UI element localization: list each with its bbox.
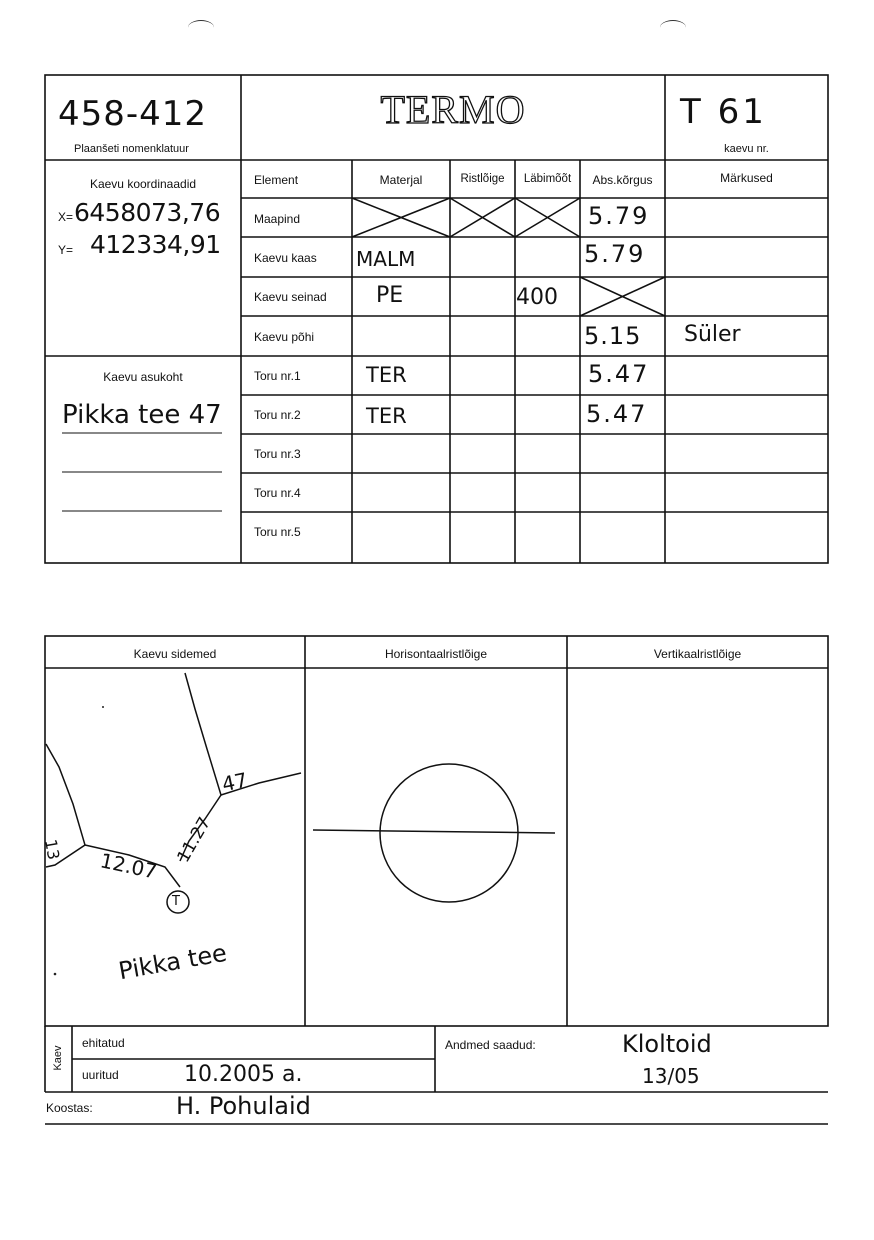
abs-height-cell: 5.15 — [584, 322, 642, 350]
nomenclature-label: Plaanšeti nomenklatuur — [74, 143, 189, 155]
section-ties-header: Kaevu sidemed — [133, 647, 217, 661]
data-source-date: 13/05 — [642, 1064, 700, 1088]
surveyed-label: uuritud — [82, 1068, 119, 1082]
compiled-label: Koostas: — [46, 1101, 93, 1115]
notes-cell: Süler — [684, 322, 741, 347]
row-element-label: Toru nr.5 — [254, 525, 301, 539]
row-element-label: Toru nr.4 — [254, 486, 301, 500]
nomenclature-value: 458-412 — [58, 94, 208, 134]
location-value: Pikka tee 47 — [62, 400, 222, 430]
row-element-label: Toru nr.2 — [254, 408, 301, 422]
row-element-label: Toru nr.3 — [254, 447, 301, 461]
footer-side-label: Kaev — [52, 1045, 64, 1071]
section-horizontal-header: Horisontaalristlõige — [384, 647, 488, 661]
well-number-label: kaevu nr. — [724, 143, 769, 155]
data-source-value: Kloltoid — [622, 1030, 712, 1058]
header-cross-section: Ristlõige — [460, 173, 505, 185]
diameter-cell: 400 — [516, 285, 558, 310]
location-label: Kaevu asukoht — [103, 370, 183, 384]
material-cell: TER — [366, 363, 407, 387]
header-abs-height: Abs.kõrgus — [592, 173, 653, 187]
row-element-label: Kaevu põhi — [254, 330, 315, 344]
y-coordinate-value: 412334,91 — [90, 230, 221, 259]
surveyed-value: 10.2005 a. — [184, 1062, 303, 1087]
header-material: Materjal — [379, 173, 423, 187]
data-source-label: Andmed saadud: — [445, 1038, 536, 1052]
header-element: Element — [254, 173, 299, 187]
material-cell: TER — [366, 404, 407, 428]
row-element-label: Maapind — [254, 212, 301, 226]
y-label: Y= — [58, 243, 74, 257]
sketch-well-symbol: T — [172, 894, 180, 909]
sketch-dimension-1127: 11.27 — [173, 813, 216, 867]
compiled-value: H. Pohulaid — [176, 1092, 311, 1120]
row-element-label: Toru nr.1 — [254, 369, 301, 383]
section-vertical-header: Vertikaalristlõige — [653, 647, 742, 661]
material-cell: PE — [376, 283, 404, 308]
abs-height-cell: 5.47 — [588, 360, 650, 388]
x-coordinate-value: 6458073,76 — [74, 198, 221, 227]
header-notes: Märkused — [720, 171, 773, 185]
x-label: X= — [58, 210, 74, 224]
material-cell: MALM — [356, 247, 416, 271]
abs-height-cell: 5.79 — [584, 240, 646, 268]
horizontal-section-drawing — [305, 669, 567, 1025]
built-label: ehitatud — [82, 1036, 125, 1050]
row-element-label: Kaevu kaas — [254, 251, 317, 265]
well-number-value: T 61 — [680, 92, 767, 132]
abs-height-cell: 5.47 — [586, 400, 648, 428]
abs-height-cell: 5.79 — [588, 202, 650, 230]
header-diameter: Läbimõõt — [523, 173, 572, 185]
sketch-dimension-partial: 13 — [41, 837, 64, 862]
sketch-street-name: Pikka tee — [116, 938, 229, 986]
sketch-dimension-1207: 12.07 — [98, 848, 160, 884]
row-element-label: Kaevu seinad — [254, 290, 327, 304]
form-title: TERMO — [380, 87, 526, 132]
coordinates-label: Kaevu koordinaadid — [89, 177, 197, 191]
sketch-dimension-47: 47 — [219, 767, 250, 797]
